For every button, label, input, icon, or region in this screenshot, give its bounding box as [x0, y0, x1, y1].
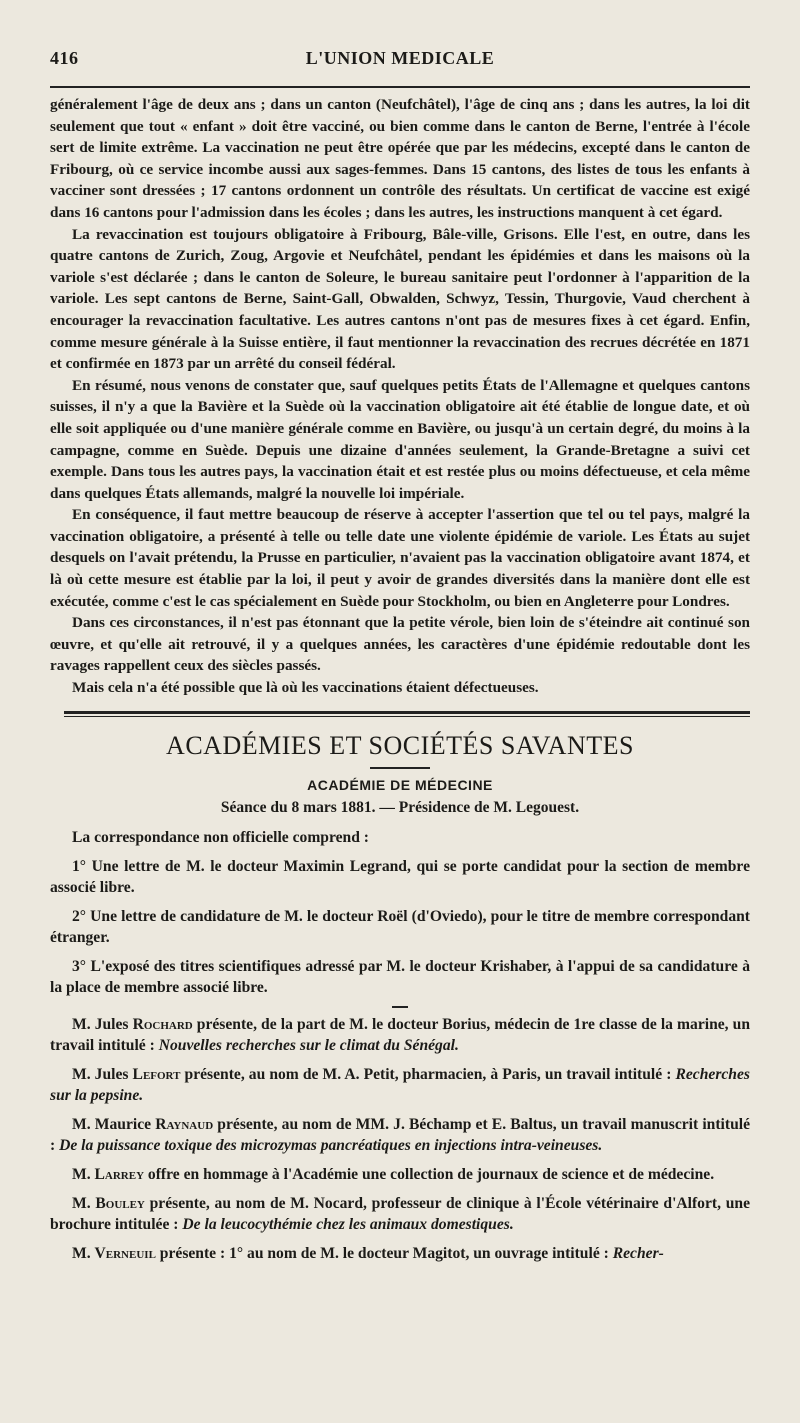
- journal-title: L'UNION MEDICALE: [305, 48, 495, 68]
- page-number: 416: [50, 48, 79, 68]
- body-paragraph: En résumé, nous venons de constater que, sauf quelques petits États de l'Allemagne et quelques cantons suisses, il n'y a que la Bavière et la Suède où la vaccination obligatoire ait été établie de longue date, et où elle soit appliquée ou d'une manière générale comme en Bavière, ou jusqu'à un certain degré, du moins à la campagne, comme en Suède. Depuis une dizaine d'années seulement, la Grande-Bretagne a suivi cet exemple. Dans tous les autres pays, la vaccination était et est restée plus ou moins défectueuse, et cela même dans quelques États allemands, malgré la nouvelle loi impériale.: [50, 376, 750, 502]
- header-rule: [50, 86, 750, 88]
- correspondence-item: 1° Une lettre de M. le docteur Maximin Legrand, qui se porte candidat pour la section de membre associé libre.: [50, 857, 750, 896]
- work-title: Nouvelles recherches sur le climat du Sénégal.: [158, 1036, 459, 1054]
- correspondence-intro: La correspondance non officielle comprend :: [72, 828, 369, 846]
- section-title: ACADÉMIES ET SOCIÉTÉS SAVANTES: [166, 730, 634, 760]
- subsection-title: ACADÉMIE DE MÉDECINE: [307, 776, 493, 793]
- presentation-paragraph: M. Jules Lefort présente, au nom de M. A. Petit, pharmacien, à Paris, un travail intitulé : Recherches sur la pepsine.: [50, 1065, 750, 1104]
- member-name: Larrey: [94, 1165, 145, 1183]
- proceedings: [50, 827, 750, 1264]
- presentation-paragraph: M. Verneuil présente : 1° au nom de M. le docteur Magitot, un ouvrage intitulé : Recher-: [72, 1244, 664, 1262]
- member-name: Bouley: [95, 1194, 145, 1212]
- work-title: Recher-: [612, 1244, 664, 1262]
- body-paragraph: généralement l'âge de deux ans ; dans un canton (Neufchâtel), l'âge de cinq ans ; dans les autres, la loi dit seulement que tout « enfant » doit être vacciné, ou bien comme dans le canton de Berne, l'entrée à l'école sert de limite extrême. La vaccination ne peut être opérée que par les médecins, excepté dans le canton de Fribourg, où ce service incombe aussi aux sages-femmes. Dans 15 cantons, des listes de tous les enfants à vacciner sont dressées ; 17 cantons ordonnent un contrôle des résultats. Un certificat de vaccine est exigé dans 16 cantons pour l'admission dans les écoles ; dans les autres, les instructions manquent à cet égard.: [50, 96, 750, 221]
- member-name: Lefort: [132, 1065, 181, 1083]
- body-paragraph: Mais cela n'a été possible que là où les vaccinations étaient défectueuses.: [72, 679, 539, 697]
- body-paragraph: En conséquence, il faut mettre beaucoup de réserve à accepter l'assertion que tel ou tel pays, malgré la vaccination obligatoire, a présenté à telle ou telle date une violente épidémie de variole. Les États au sujet desquels on l'avait prétendu, la Prusse en particulier, n'avaient pas la vaccination obligatoire avant 1874, et là où cette mesure est établie par la loi, il peut y avoir de grandes diversités dans la manière dont elle est exécutée, comme c'est le cas spécialement en Suède pour Stockholm, ou bien en Angleterre pour Londres.: [50, 506, 750, 610]
- member-name: Raynaud: [155, 1115, 214, 1133]
- member-name: Rochard: [132, 1015, 193, 1033]
- running-head: [50, 48, 750, 74]
- presentation-paragraph: M. Jules Rochard présente, de la part de M. le docteur Borius, médecin de 1re classe de la marine, un travail intitulé : Nouvelles recherches sur le climat du Sénégal.: [50, 1015, 750, 1054]
- presentation-paragraph: M. Larrey offre en hommage à l'Académie une collection de journaux de science et de médecine.: [72, 1165, 715, 1183]
- title-rule: [370, 767, 430, 769]
- journal-page: [50, 48, 750, 1272]
- body-paragraph: Dans ces circonstances, il n'est pas étonnant que la petite vérole, bien loin de s'éteindre ait continué son œuvre, et qu'elle ait retrouvé, il y a quelques années, les caractères d'une épidémie redoutable dont les ravages rappellent ceux des siècles passés.: [50, 614, 750, 675]
- work-title: De la leucocythémie chez les animaux domestiques.: [182, 1215, 514, 1233]
- article-body: [50, 94, 750, 699]
- presentation-paragraph: M. Bouley présente, au nom de M. Nocard, professeur de clinique à l'École vétérinaire d'Alfort, une brochure intitulée : De la leucocythémie chez les animaux domestiques.: [50, 1194, 750, 1233]
- work-title: De la puissance toxique des microzymas pancréatiques en injections intra-veineuses.: [59, 1136, 603, 1154]
- presentation-paragraph: M. Maurice Raynaud présente, au nom de MM. J. Béchamp et E. Baltus, un travail manuscrit intitulé : De la puissance toxique des microzymas pancréatiques en injections intra-veineuses.: [50, 1115, 750, 1154]
- work-title: Recherches sur la pepsine.: [50, 1065, 750, 1104]
- session-line: Séance du 8 mars 1881. — Présidence de M. Legouest.: [220, 798, 580, 816]
- correspondence-item: 3° L'exposé des titres scientifiques adressé par M. le docteur Krishaber, à l'appui de sa candidature à la place de membre associé libre.: [50, 957, 750, 996]
- section-divider: [64, 711, 750, 717]
- item-separator: [392, 1006, 408, 1008]
- body-paragraph: La revaccination est toujours obligatoire à Fribourg, Bâle-ville, Grisons. Elle l'est, en outre, dans les quatre cantons de Zurich, Zoug, Argovie et Neufchâtel, pendant les épidémies et dans les maisons où la variole s'est déclarée ; dans le canton de Soleure, le bureau sanitaire peut l'ordonner à l'apparition de la variole. Les sept cantons de Berne, Saint-Gall, Obwalden, Schwyz, Tessin, Thurgovie, Vaud cherchent à encourager la revaccination facultative. Les autres cantons n'ont pas de mesures fixes à cet égard. Enfin, comme mesure générale à la Suisse entière, il faut mentionner la revaccination des recrues décrétée en 1871 et confirmée en 1873 par un arrêté du conseil fédéral.: [50, 225, 750, 373]
- member-name: Verneuil: [94, 1244, 156, 1262]
- correspondence-item: 2° Une lettre de candidature de M. le docteur Roël (d'Oviedo), pour le titre de membre correspondant étranger.: [50, 907, 750, 946]
